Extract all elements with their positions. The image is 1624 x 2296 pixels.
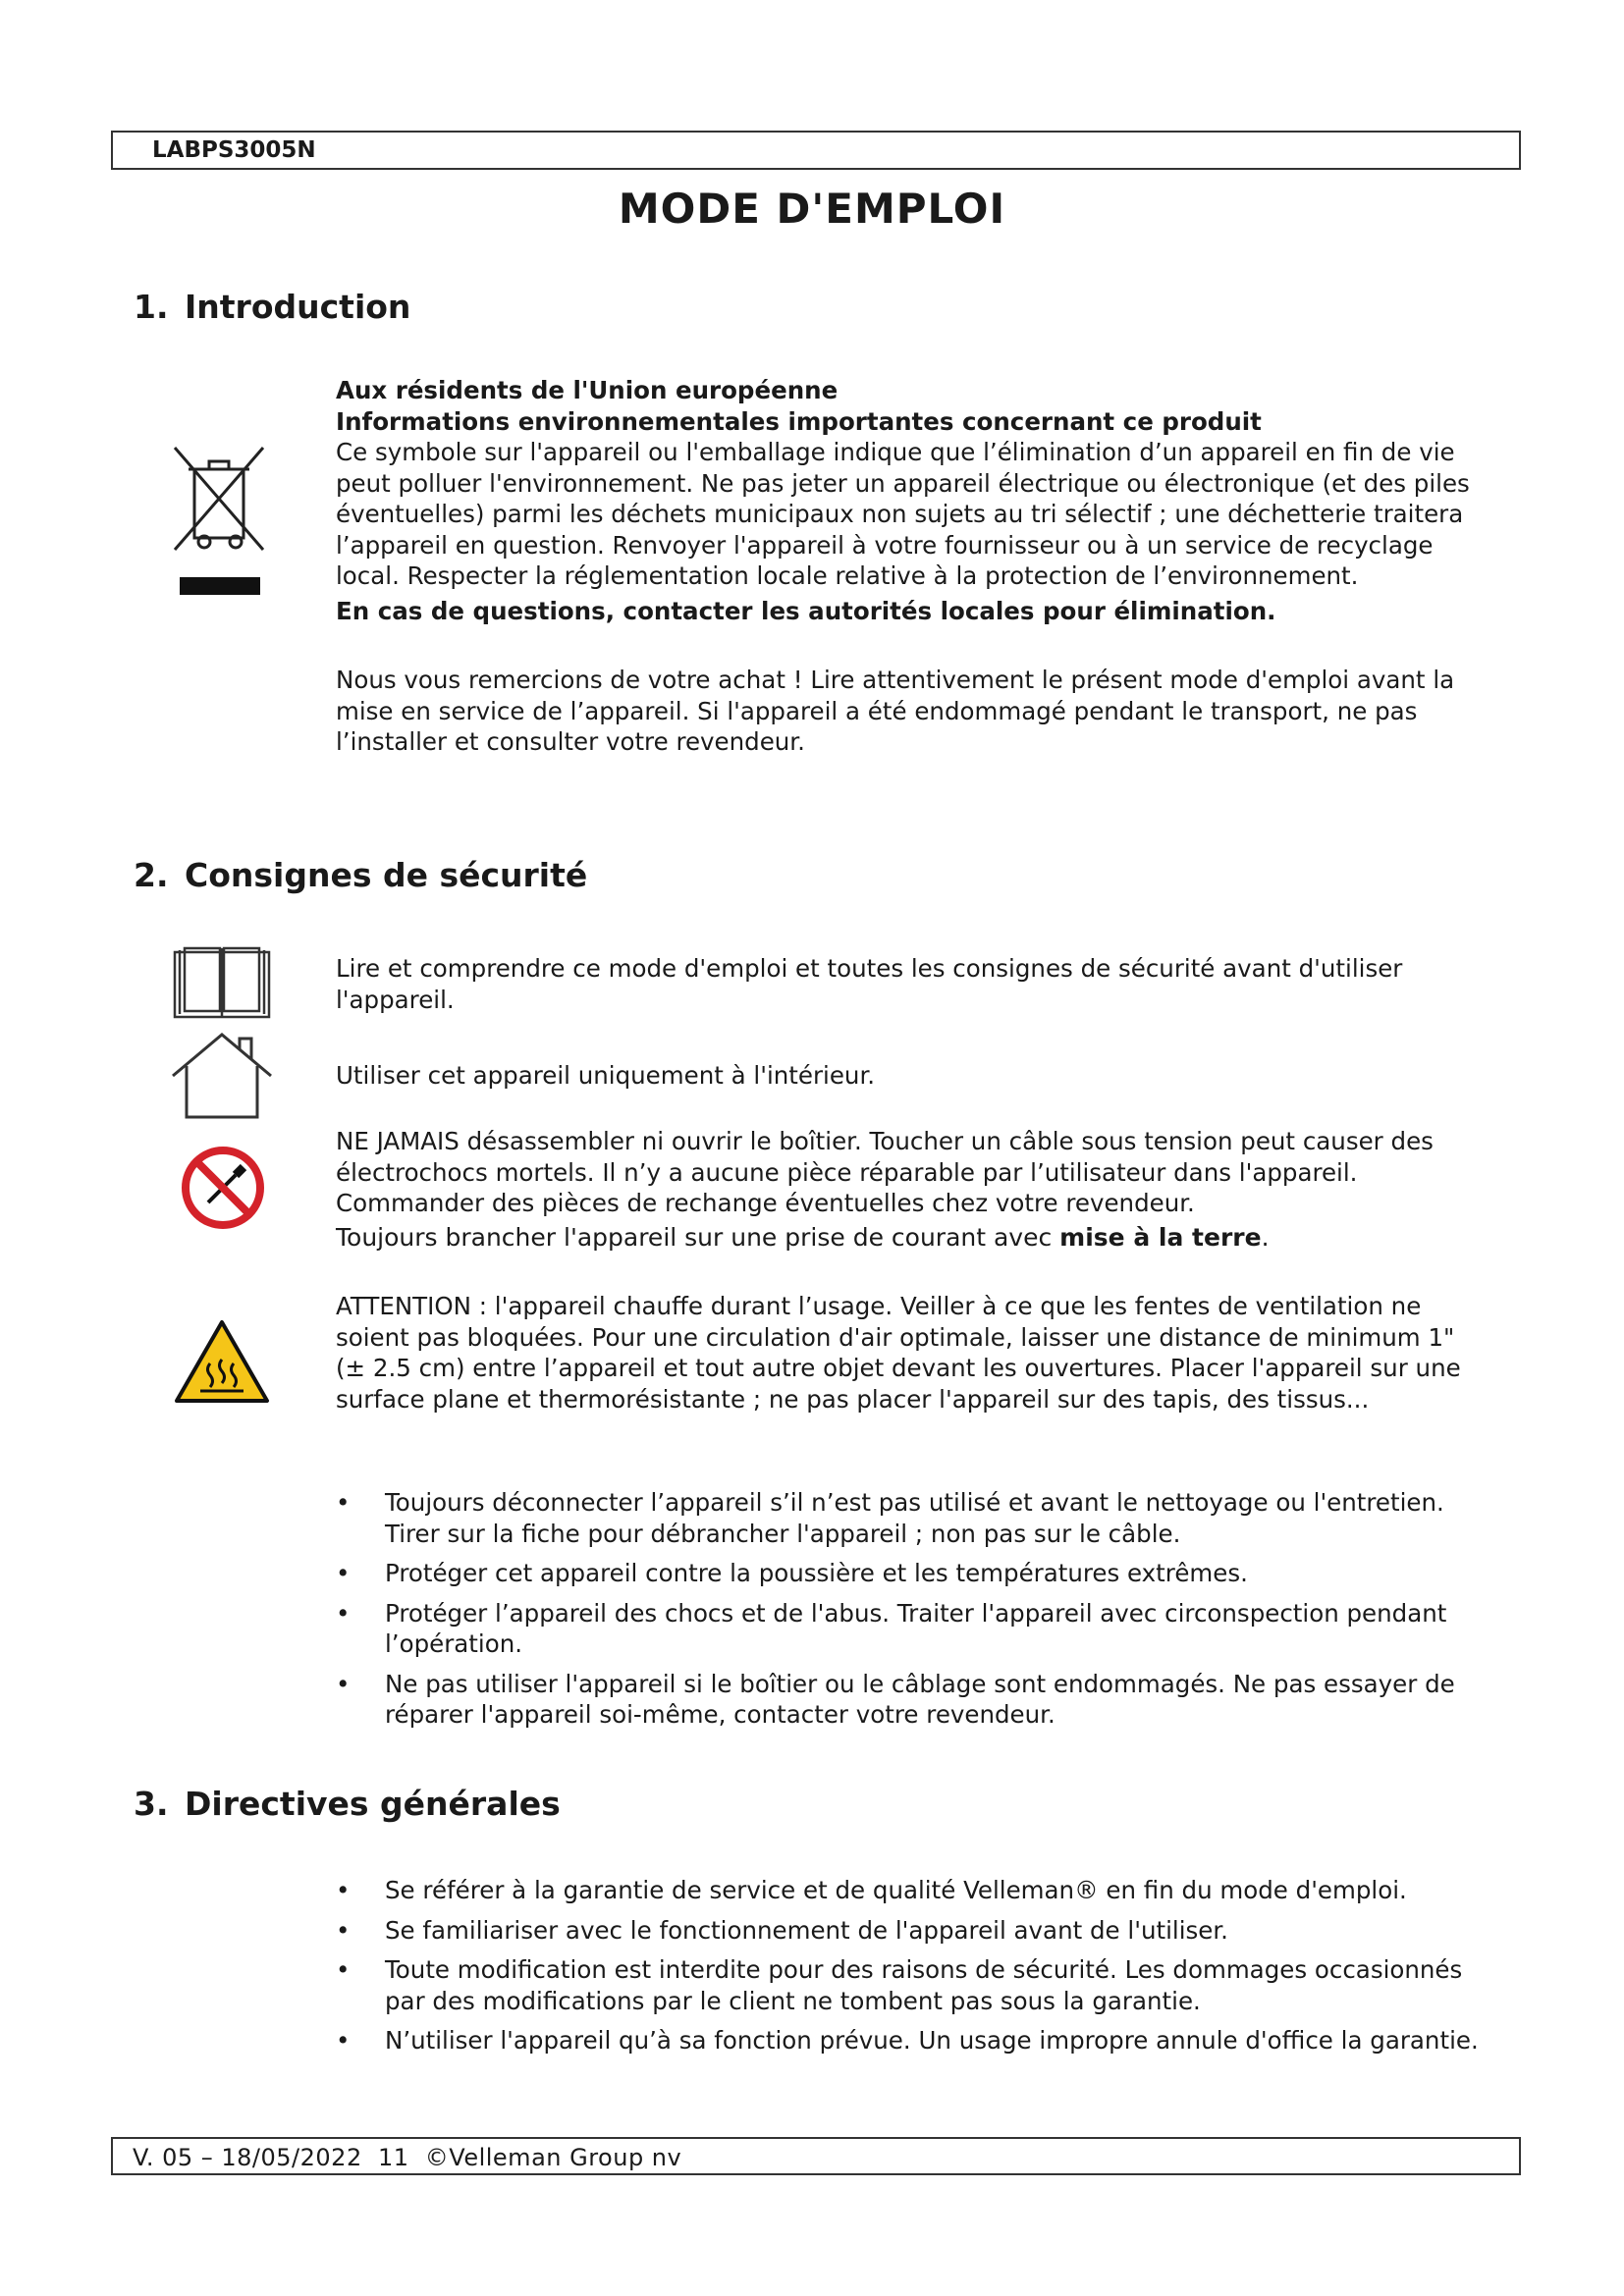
ground-text-pre: Toujours brancher l'appareil sur une prise de courant avec	[336, 1223, 1060, 1252]
indoor-text: Utiliser cet appareil uniquement à l'intérieur.	[336, 1061, 876, 1090]
indoor-house-icon	[169, 1031, 275, 1121]
list-item: • Se référer à la garantie de service et de qualité Velleman® en fin du mode d'emploi.	[336, 1875, 1485, 1906]
env-info-heading: Informations environnementales importantes concernant ce produit	[336, 406, 1262, 436]
intro-block	[336, 375, 1485, 758]
section-title: Introduction	[185, 288, 411, 326]
list-item: • Toute modification est interdite pour des raisons de sécurité. Les dommages occasionnés par des modifications par le client ne tombent pas sous la garantie.	[336, 1954, 1485, 2016]
eu-residents-heading: Aux résidents de l'Union européenne	[336, 376, 839, 404]
section-number: 2.	[134, 856, 169, 894]
section-heading-safety	[134, 856, 587, 894]
safety-bullet-list	[336, 1487, 1485, 1739]
list-item: • Toujours déconnecter l’appareil s’il n’est pas utilisé et avant le nettoyage ou l'entretien. Tirer sur la fiche pour débrancher l'appareil ; non pas sur le câble.	[336, 1487, 1485, 1549]
list-item: • Se familiariser avec le fonctionnement de l'appareil avant de l'utiliser.	[336, 1915, 1485, 1947]
section-title: Directives générales	[185, 1785, 561, 1823]
thanks-paragraph: Nous vous remercions de votre achat ! Lire attentivement le présent mode d'emploi avant la mise en service de l’appareil. Si l'appareil a été endommagé pendant le transport, ne pas l’installer et consulter votre revendeur.	[336, 666, 1455, 756]
read-manual-book-icon	[171, 942, 273, 1021]
read-manual-text: Lire et comprendre ce mode d'emploi et toutes les consignes de sécurité avant d'utiliser l'appareil.	[336, 954, 1403, 1014]
footer-box	[111, 2137, 1521, 2175]
list-item: • Ne pas utiliser l'appareil si le boîtier ou le câblage sont endommagés. Ne pas essayer de réparer l'appareil soi-même, contacter votre revendeur.	[336, 1669, 1485, 1731]
list-item: • Protéger l’appareil des chocs et de l'abus. Traiter l'appareil avec circonspection pendant l’opération.	[336, 1598, 1485, 1660]
model-number: LABPS3005N	[152, 137, 316, 163]
section-title: Consignes de sécurité	[185, 856, 588, 894]
footer-text: V. 05 – 18/05/2022 11 ©Velleman Group nv	[133, 2144, 682, 2171]
section-heading-introduction	[134, 288, 410, 326]
weee-paragraph: Ce symbole sur l'appareil ou l'emballage indique que l’élimination d’un appareil en fin de vie peut polluer l'environnement. Ne pas jeter un appareil électrique ou électronique (et des piles éventuelles) parmi les déchets municipaux non sujets au tri sélectif ; une déchetterie traitera l’appareil en question. Renvoyer l'appareil à votre fournisseur ou à un service de recyclage local. Respecter la réglementation locale relative à la protection de l’environnement.	[336, 438, 1470, 590]
list-item: • Protéger cet appareil contre la poussière et les températures extrêmes.	[336, 1558, 1485, 1589]
ground-text-bold: mise à la terre	[1059, 1223, 1262, 1252]
list-item: • N’utiliser l'appareil qu’à sa fonction prévue. Un usage impropre annule d'office la garantie.	[336, 2025, 1485, 2056]
section-number: 1.	[134, 288, 169, 326]
ground-text-post: .	[1261, 1223, 1270, 1252]
header-box	[111, 131, 1521, 170]
weee-bin-icon	[165, 440, 273, 597]
page-title: MODE D'EMPLOI	[618, 185, 1006, 233]
never-open-text: NE JAMAIS désassembler ni ouvrir le boîtier. Toucher un câble sous tension peut causer des électrochocs mortels. Il n’y a aucune pièce réparable par l’utilisateur dans l'appareil. Commander des pièces de rechange éventuelles chez votre revendeur.	[336, 1127, 1434, 1217]
attention-text: ATTENTION : l'appareil chauffe durant l’usage. Veiller à ce que les fentes de ventilation ne soient pas bloquées. Pour une circulation d'air optimale, laisser une distance de minimum 1" (± 2.5 cm) entre l’appareil et tout autre objet devant les ouvertures. Placer l'appareil sur une surface plane et thermorésistante ; ne pas placer l'appareil sur des tapis, des tissus...	[336, 1292, 1461, 1414]
general-bullet-list	[336, 1875, 1485, 2065]
no-screwdriver-icon	[179, 1144, 267, 1232]
ground-text	[336, 1222, 1485, 1254]
hot-surface-warning-icon	[173, 1318, 271, 1407]
section-number: 3.	[134, 1785, 169, 1823]
contact-note: En cas de questions, contacter les autorités locales pour élimination.	[336, 596, 1276, 625]
section-heading-general	[134, 1785, 561, 1823]
